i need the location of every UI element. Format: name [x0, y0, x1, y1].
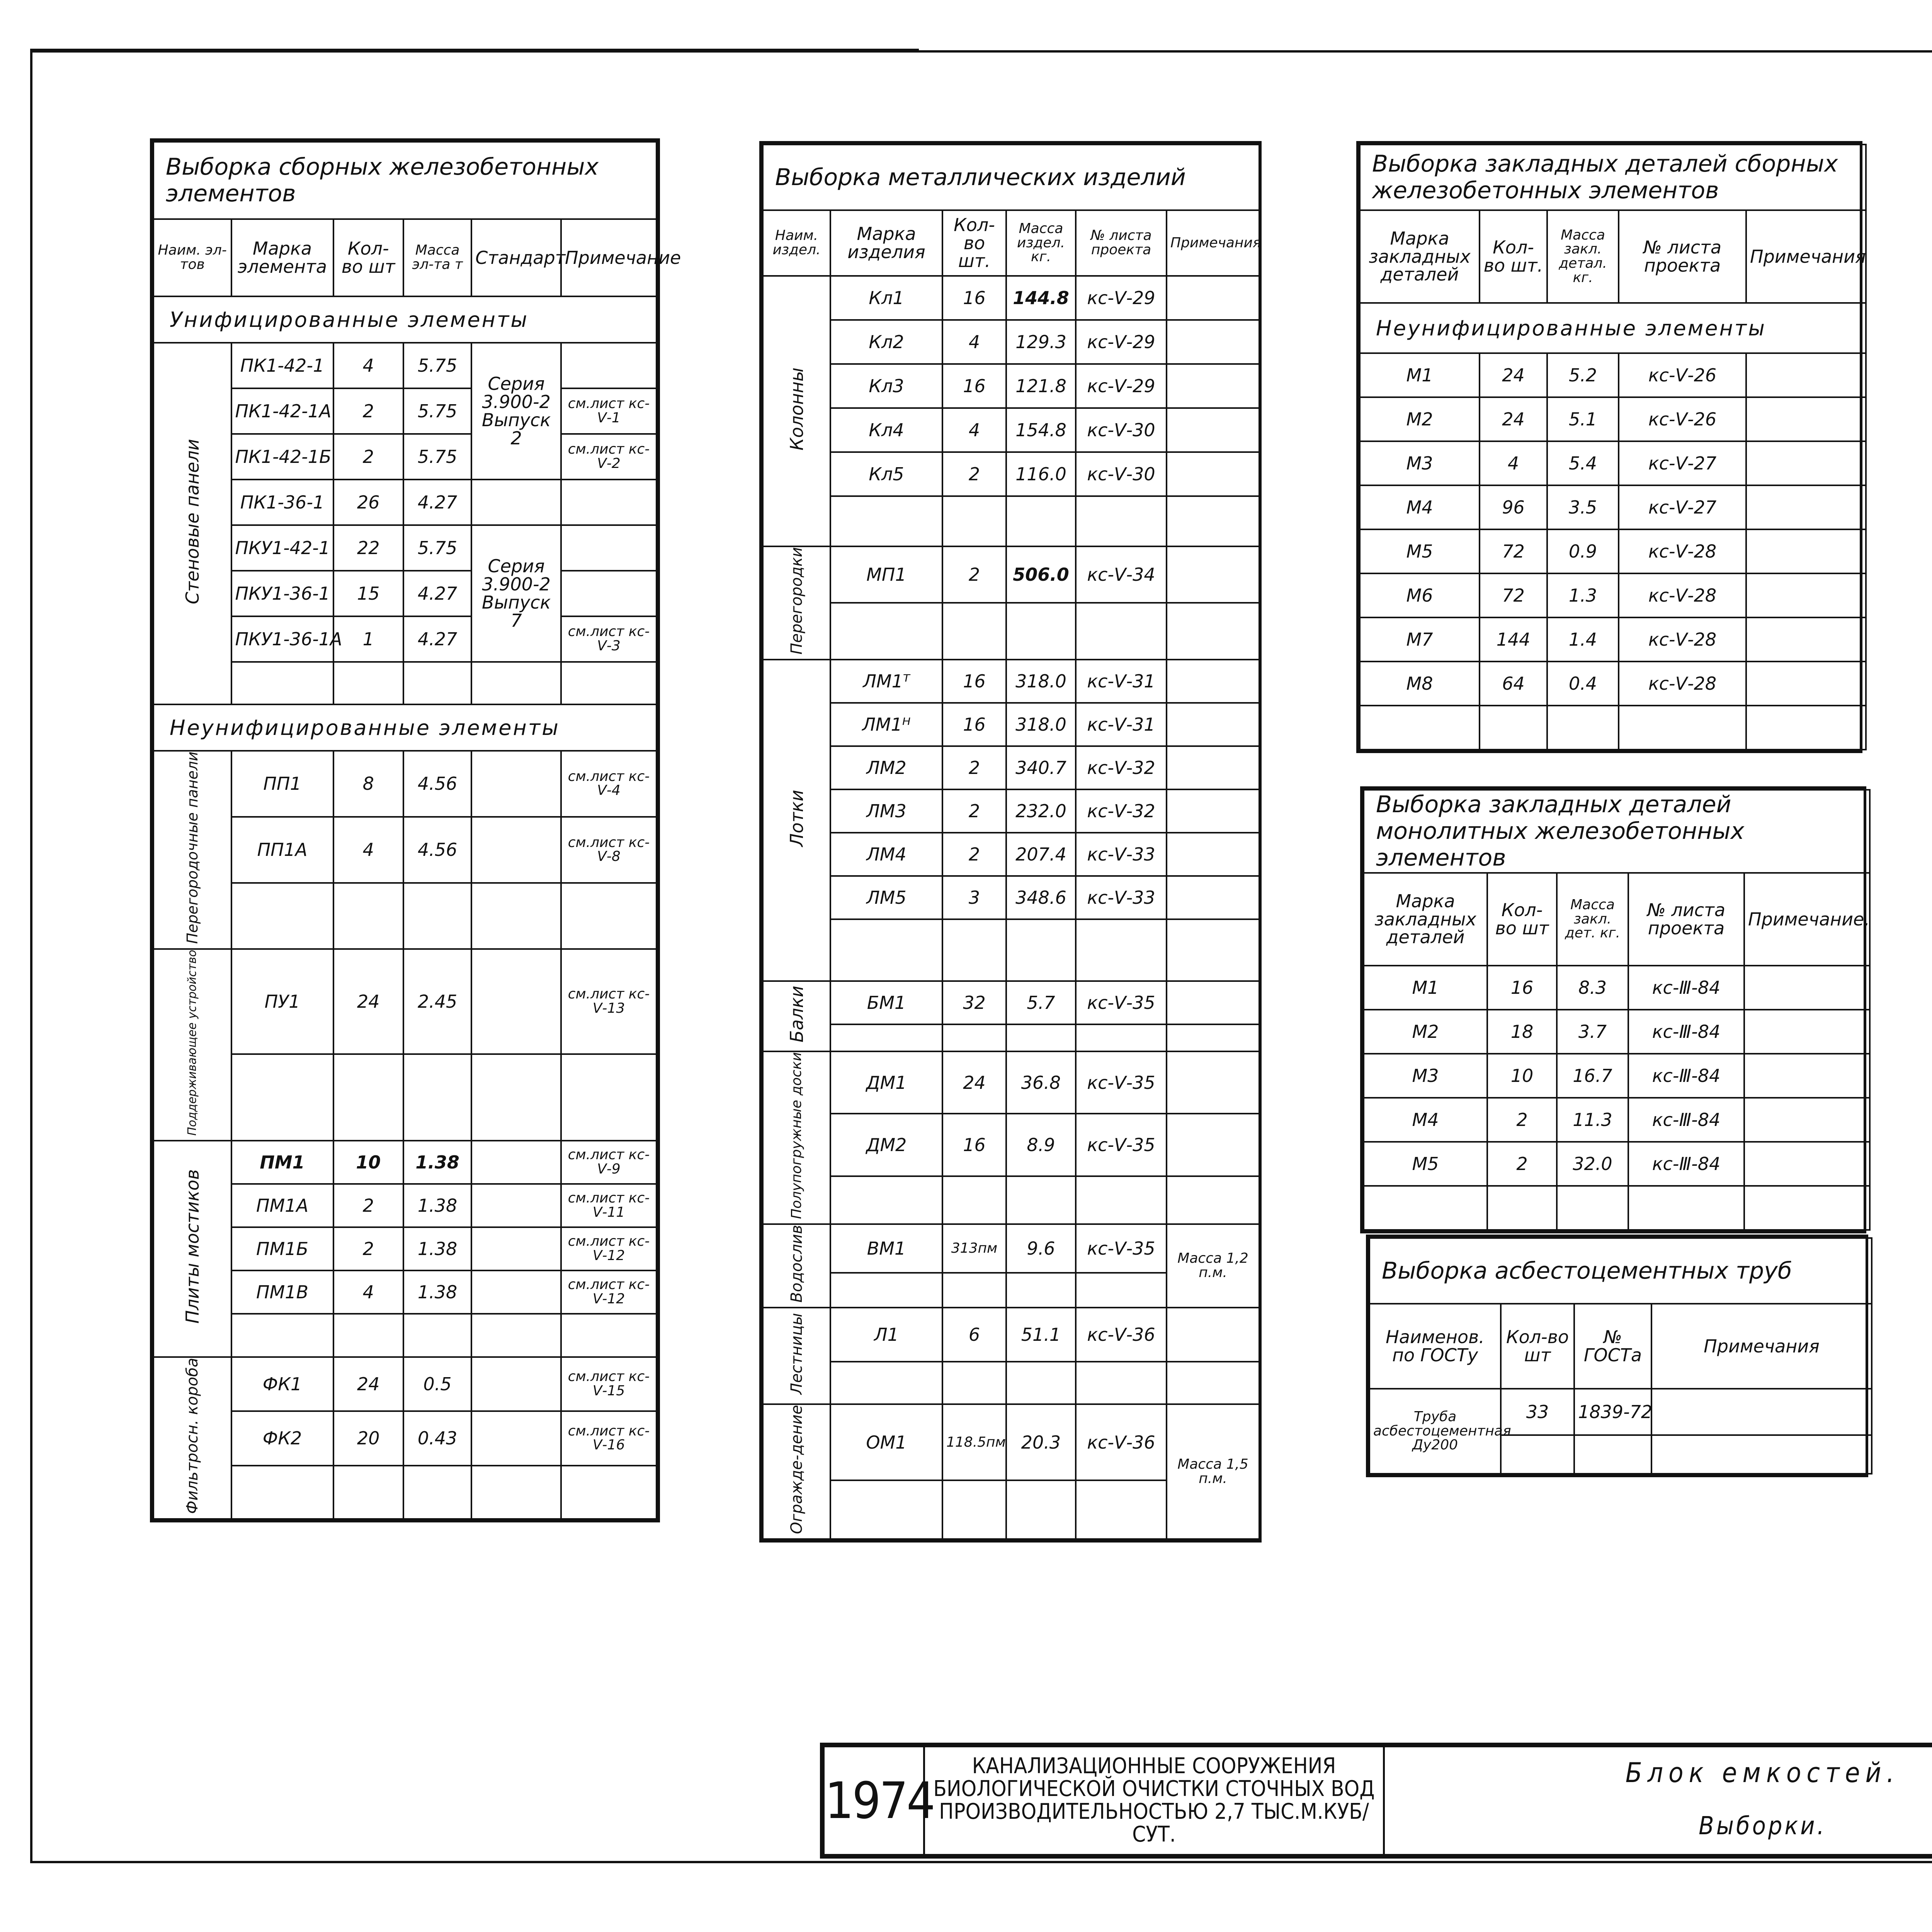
title-block — [820, 1743, 1932, 1859]
mark-cell: М5 — [1360, 529, 1480, 573]
qty-cell: 18 — [1487, 1010, 1557, 1054]
header-cell: Кол-во шт — [333, 219, 403, 296]
mass-cell: 5.1 — [1547, 397, 1619, 441]
sheet-cell: кс-Ⅴ-30 — [1076, 452, 1167, 496]
qty-cell: 8 — [333, 751, 403, 817]
mass-cell: 51.1 — [1006, 1308, 1076, 1362]
mass-cell: 1.3 — [1547, 573, 1619, 617]
qty-cell: 2 — [942, 789, 1006, 833]
qty-cell: 3 — [942, 876, 1006, 919]
mass-cell: 116.0 — [1006, 452, 1076, 496]
mark-cell: ПП1 — [231, 751, 333, 817]
note-cell: см.лист кс-Ⅴ-3 — [561, 616, 656, 662]
sheet-cell: кс-Ⅴ-26 — [1619, 353, 1746, 397]
mark-cell: БМ1 — [830, 981, 942, 1024]
mark-cell: ЛМ1ᵀ — [830, 660, 942, 703]
mass-cell: 4.56 — [403, 817, 471, 883]
mass-cell: 5.75 — [403, 343, 471, 388]
note-cell: см.лист кс-Ⅴ-9 — [561, 1141, 656, 1184]
mark-cell: ФК1 — [231, 1357, 333, 1411]
group-label: Водослив — [763, 1224, 830, 1308]
section-header: Неунифицированные элементы — [153, 704, 656, 751]
mark-cell: ПМ1А — [231, 1184, 333, 1227]
header-cell: Примечания — [1651, 1304, 1872, 1389]
header-cell: Кол-во шт — [1487, 873, 1557, 966]
mark-cell: Кл2 — [830, 320, 942, 364]
mass-cell: 5.75 — [403, 525, 471, 571]
mark-cell: ПУ1 — [231, 949, 333, 1054]
header-cell: Масса закл. дет. кг. — [1557, 873, 1628, 966]
sheet-cell: кс-Ⅲ-84 — [1628, 1010, 1744, 1054]
mark-cell: М8 — [1360, 662, 1480, 706]
header-cell: Марка закладных деталей — [1364, 873, 1487, 966]
mass-cell: 0.4 — [1547, 662, 1619, 706]
sheet-cell: кс-Ⅴ-29 — [1076, 364, 1167, 408]
stamp-title-sub: Выборки. — [1384, 1799, 1932, 1855]
mark-cell: М5 — [1364, 1142, 1487, 1186]
mark-cell: ПК1-42-1Б — [231, 434, 333, 480]
mark-cell: ОМ1 — [830, 1404, 942, 1480]
mass-cell: 318.0 — [1006, 660, 1076, 703]
mass-cell: 340.7 — [1006, 746, 1076, 789]
mass-cell: 32.0 — [1557, 1142, 1628, 1186]
header-cell: № листа проекта — [1076, 210, 1167, 276]
mass-cell: 0.9 — [1547, 529, 1619, 573]
sheet-cell: кс-Ⅴ-35 — [1076, 981, 1167, 1024]
table-metal-products — [759, 141, 1262, 1543]
table-title: Выборка сборных железобетонных элементов — [153, 142, 656, 219]
sheet-cell: кс-Ⅴ-26 — [1619, 397, 1746, 441]
qty-cell: 16 — [942, 703, 1006, 746]
mark-cell: ПКУ1-42-1 — [231, 525, 333, 571]
note-cell: см.лист кс-Ⅴ-11 — [561, 1184, 656, 1227]
qty-cell: 24 — [1480, 353, 1547, 397]
sheet-cell: кс-Ⅴ-30 — [1076, 408, 1167, 452]
mass-cell: 5.75 — [403, 434, 471, 480]
table-asbestos-pipes — [1366, 1235, 1868, 1477]
mark-cell: Кл4 — [830, 408, 942, 452]
mark-cell: ЛМ4 — [830, 833, 942, 876]
mass-cell: 144.8 — [1006, 276, 1076, 320]
note-cell — [561, 343, 656, 388]
qty-cell: 32 — [942, 981, 1006, 1024]
note-cell: см.лист кс-Ⅴ-8 — [561, 817, 656, 883]
mark-cell: ДМ2 — [830, 1114, 942, 1176]
mark-cell: М3 — [1364, 1054, 1487, 1098]
group-label: Перегородки — [763, 546, 830, 660]
sheet-cell: кс-Ⅴ-35 — [1076, 1051, 1167, 1114]
qty-cell: 2 — [333, 1184, 403, 1227]
table-embedded-precast — [1356, 141, 1866, 753]
qty-cell: 16 — [1487, 966, 1557, 1010]
group-label: Балки — [763, 981, 830, 1051]
mass-cell: 4.27 — [403, 571, 471, 616]
mass-cell: 0.43 — [403, 1411, 471, 1465]
group-label: Лотки — [763, 660, 830, 981]
qty-cell: 2 — [942, 746, 1006, 789]
mark-cell: ДМ1 — [830, 1051, 942, 1114]
group-label: Плиты мостиков — [153, 1141, 231, 1357]
sheet-cell: кс-Ⅴ-33 — [1076, 876, 1167, 919]
group-label: Фильтросн. короба — [153, 1357, 231, 1519]
mark-cell: ФК2 — [231, 1411, 333, 1465]
section-header: Неунифицированные элементы — [1360, 303, 1866, 353]
group-label: Огражде-дение — [763, 1404, 830, 1539]
qty-cell: 24 — [333, 949, 403, 1054]
mark-cell: МП1 — [830, 546, 942, 603]
qty-cell: 2 — [1487, 1098, 1557, 1142]
qty-cell: 4 — [1480, 441, 1547, 485]
qty-cell: 1 — [333, 616, 403, 662]
sheet-cell: кс-Ⅲ-84 — [1628, 1142, 1744, 1186]
qty-cell: 4 — [333, 817, 403, 883]
mark-cell: ПКУ1-36-1А — [231, 616, 333, 662]
sheet-cell: кс-Ⅴ-36 — [1076, 1404, 1167, 1480]
qty-cell: 2 — [333, 434, 403, 480]
sheet-cell: кс-Ⅴ-28 — [1619, 529, 1746, 573]
note-cell: см.лист кс-Ⅴ-2 — [561, 434, 656, 480]
standard-cell: Серия 3.900-2 Выпуск 7 — [471, 525, 561, 662]
mark-cell: Кл1 — [830, 276, 942, 320]
mass-cell: 1.38 — [403, 1227, 471, 1270]
sheet-cell: кс-Ⅴ-31 — [1076, 660, 1167, 703]
mark-cell: ПМ1В — [231, 1270, 333, 1314]
mass-cell: 8.3 — [1557, 966, 1628, 1010]
header-cell: Примечания — [1167, 210, 1259, 276]
mark-cell: ПМ1Б — [231, 1227, 333, 1270]
header-cell: Масса издел. кг. — [1006, 210, 1076, 276]
table-title: Выборка асбестоцементных труб — [1369, 1238, 1872, 1304]
qty-cell: 2 — [942, 546, 1006, 603]
sheet-cell: кс-Ⅴ-29 — [1076, 276, 1167, 320]
mass-cell: 1.38 — [403, 1141, 471, 1184]
header-cell: Кол-во шт — [1501, 1304, 1574, 1389]
sheet-cell: кс-Ⅴ-28 — [1619, 662, 1746, 706]
standard-cell: Серия 3.900-2 Выпуск 2 — [471, 343, 561, 480]
mass-cell: 318.0 — [1006, 703, 1076, 746]
mark-cell: М4 — [1364, 1098, 1487, 1142]
mass-cell: 207.4 — [1006, 833, 1076, 876]
mark-cell: Кл5 — [830, 452, 942, 496]
qty-cell: 24 — [942, 1051, 1006, 1114]
sheet-cell: кс-Ⅴ-35 — [1076, 1114, 1167, 1176]
note-cell: см.лист кс-Ⅴ-1 — [561, 388, 656, 434]
sheet-cell: кс-Ⅴ-31 — [1076, 703, 1167, 746]
header-cell: Кол-во шт. — [1480, 210, 1547, 303]
header-cell: Масса закл. детал. кг. — [1547, 210, 1619, 303]
mark-cell: М2 — [1360, 397, 1480, 441]
mass-cell: 4.27 — [403, 616, 471, 662]
sheet-cell: кс-Ⅴ-27 — [1619, 441, 1746, 485]
note-cell: см.лист кс-Ⅴ-15 — [561, 1357, 656, 1411]
mark-cell: М1 — [1360, 353, 1480, 397]
note-cell: см.лист кс-Ⅴ-13 — [561, 949, 656, 1054]
note-cell: см.лист кс-Ⅴ-16 — [561, 1411, 656, 1465]
note-cell: см.лист кс-Ⅴ-4 — [561, 751, 656, 817]
qty-cell: 64 — [1480, 662, 1547, 706]
sheet-cell: кс-Ⅴ-34 — [1076, 546, 1167, 603]
mark-cell: ЛМ1ᴴ — [830, 703, 942, 746]
qty-cell: 4 — [333, 343, 403, 388]
qty-cell: 2 — [942, 833, 1006, 876]
note-cell: Масса 1,2 п.м. — [1167, 1224, 1259, 1308]
sheet-cell: кс-Ⅴ-28 — [1619, 573, 1746, 617]
header-cell: Наим. эл-тов — [153, 219, 231, 296]
qty-cell: 4 — [333, 1270, 403, 1314]
qty-cell: 16 — [942, 660, 1006, 703]
note-cell — [561, 525, 656, 571]
qty-cell: 2 — [942, 452, 1006, 496]
qty-cell: 72 — [1480, 573, 1547, 617]
qty-cell: 4 — [942, 320, 1006, 364]
mark-cell: М6 — [1360, 573, 1480, 617]
mass-cell: 506.0 — [1006, 546, 1076, 603]
qty-cell: 22 — [333, 525, 403, 571]
mark-cell: ПК1-42-1 — [231, 343, 333, 388]
group-label: Лестницы — [763, 1308, 830, 1404]
header-cell: № листа проекта — [1619, 210, 1746, 303]
qty-cell: 2 — [1487, 1142, 1557, 1186]
mark-cell: ЛМ5 — [830, 876, 942, 919]
qty-cell: 2 — [333, 388, 403, 434]
qty-cell: 4 — [942, 408, 1006, 452]
qty-cell: 16 — [942, 364, 1006, 408]
mass-cell: 36.8 — [1006, 1051, 1076, 1114]
mass-cell: 1.38 — [403, 1270, 471, 1314]
mass-cell: 5.7 — [1006, 981, 1076, 1024]
mass-cell: 129.3 — [1006, 320, 1076, 364]
mark-cell: ВМ1 — [830, 1224, 942, 1273]
table-embedded-monolithic — [1360, 786, 1870, 1233]
mark-cell: ЛМ3 — [830, 789, 942, 833]
qty-cell: 313пм — [942, 1224, 1006, 1273]
qty-cell: 96 — [1480, 485, 1547, 529]
header-cell: Примечание — [561, 219, 656, 296]
mark-cell: ЛМ2 — [830, 746, 942, 789]
mass-cell: 232.0 — [1006, 789, 1076, 833]
sheet-cell: кс-Ⅴ-32 — [1076, 746, 1167, 789]
group-label: Поддерживающее устройство — [153, 949, 231, 1141]
header-cell: Кол-во шт. — [942, 210, 1006, 276]
group-label: Перегородочные панели — [153, 751, 231, 949]
mass-cell: 1.4 — [1547, 617, 1619, 662]
sheet-cell: кс-Ⅲ-84 — [1628, 1054, 1744, 1098]
stamp-organization: КАНАЛИЗАЦИОННЫЕ СООРУЖЕНИЯ БИОЛОГИЧЕСКОЙ ОЧИСТКИ СТОЧНЫХ ВОД ПРОИЗВОДИТЕЛЬНОСТЬЮ 2,7 ТЫС.М.КУБ/СУТ. — [924, 1747, 1384, 1855]
sheet-cell: кс-Ⅲ-84 — [1628, 966, 1744, 1010]
mass-cell: 1.38 — [403, 1184, 471, 1227]
header-cell: № листа проекта — [1628, 873, 1744, 966]
qty-cell: 2 — [333, 1227, 403, 1270]
qty-cell: 72 — [1480, 529, 1547, 573]
qty-cell: 24 — [1480, 397, 1547, 441]
sheet-cell: кс-Ⅴ-29 — [1076, 320, 1167, 364]
qty-cell: 16 — [942, 1114, 1006, 1176]
qty-cell: 20 — [333, 1411, 403, 1465]
mark-cell: М4 — [1360, 485, 1480, 529]
header-cell: Наим. издел. — [763, 210, 830, 276]
table-title: Выборка закладных деталей сборных железобетонных элементов — [1360, 145, 1866, 210]
mass-cell: 8.9 — [1006, 1114, 1076, 1176]
mark-cell: М1 — [1364, 966, 1487, 1010]
name-cell: Труба асбестоцементная Ду200 — [1369, 1389, 1501, 1474]
header-cell: Масса эл-та т — [403, 219, 471, 296]
sheet-cell: кс-Ⅴ-28 — [1619, 617, 1746, 662]
mass-cell: 5.2 — [1547, 353, 1619, 397]
table-title: Выборка закладных деталей монолитных железобетонных элементов — [1364, 790, 1870, 873]
table-precast-elements — [150, 138, 681, 1522]
sheet-cell: кс-Ⅴ-36 — [1076, 1308, 1167, 1362]
mass-cell: 11.3 — [1557, 1098, 1628, 1142]
header-cell: Марка изделия — [830, 210, 942, 276]
mass-cell: 16.7 — [1557, 1054, 1628, 1098]
qty-cell: 26 — [333, 480, 403, 525]
qty-cell: 10 — [1487, 1054, 1557, 1098]
qty-cell: 118.5пм — [942, 1404, 1006, 1480]
stamp-title-main: Блок емкостей. — [1384, 1747, 1932, 1799]
table-title: Выборка металлических изделий — [763, 145, 1259, 210]
standard-cell — [471, 480, 561, 525]
mass-cell: 4.27 — [403, 480, 471, 525]
mass-cell: 3.5 — [1547, 485, 1619, 529]
note-cell — [561, 571, 656, 616]
qty-cell: 16 — [942, 276, 1006, 320]
stamp-year: 1974 — [824, 1747, 924, 1855]
header-cell: Примечание. — [1744, 873, 1870, 966]
header-cell: Стандарт — [471, 219, 561, 296]
note-cell: Масса 1,5 п.м. — [1167, 1404, 1259, 1539]
sheet-cell: кс-Ⅴ-27 — [1619, 485, 1746, 529]
mark-cell: ПК1-42-1А — [231, 388, 333, 434]
qty-cell: 144 — [1480, 617, 1547, 662]
qty-cell: 33 — [1501, 1389, 1574, 1435]
note-cell — [561, 480, 656, 525]
mark-cell: ПП1А — [231, 817, 333, 883]
mass-cell: 5.75 — [403, 388, 471, 434]
sheet-cell: кс-Ⅴ-33 — [1076, 833, 1167, 876]
qty-cell: 15 — [333, 571, 403, 616]
header-cell: Наименов. по ГОСТу — [1369, 1304, 1501, 1389]
mass-cell: 5.4 — [1547, 441, 1619, 485]
mark-cell: ПМ1 — [231, 1141, 333, 1184]
sheet-cell: кс-Ⅴ-32 — [1076, 789, 1167, 833]
header-cell: Марка элемента — [231, 219, 333, 296]
note-cell: см.лист кс-Ⅴ-12 — [561, 1270, 656, 1314]
qty-cell: 10 — [333, 1141, 403, 1184]
mark-cell: Л1 — [830, 1308, 942, 1362]
mass-cell: 20.3 — [1006, 1404, 1076, 1480]
mass-cell: 0.5 — [403, 1357, 471, 1411]
mark-cell: М7 — [1360, 617, 1480, 662]
sheet-cell: кс-Ⅲ-84 — [1628, 1098, 1744, 1142]
mass-cell: 348.6 — [1006, 876, 1076, 919]
mark-cell: Кл3 — [830, 364, 942, 408]
mark-cell: ПК1-36-1 — [231, 480, 333, 525]
qty-cell: 24 — [333, 1357, 403, 1411]
header-cell: Марка закладных деталей — [1360, 210, 1480, 303]
sheet-cell: кс-Ⅴ-35 — [1076, 1224, 1167, 1273]
qty-cell: 6 — [942, 1308, 1006, 1362]
mark-cell: М2 — [1364, 1010, 1487, 1054]
header-cell: Примечания — [1746, 210, 1866, 303]
mass-cell: 2.45 — [403, 949, 471, 1054]
gost-cell: 1839-72 — [1574, 1389, 1651, 1435]
group-label: Полупогружные доски — [763, 1051, 830, 1224]
mass-cell: 9.6 — [1006, 1224, 1076, 1273]
header-cell: № ГОСТа — [1574, 1304, 1651, 1389]
mass-cell: 3.7 — [1557, 1010, 1628, 1054]
group-label: Колонны — [763, 276, 830, 546]
note-cell: см.лист кс-Ⅴ-12 — [561, 1227, 656, 1270]
section-header: Унифицированные элементы — [153, 296, 656, 343]
mark-cell: ПКУ1-36-1 — [231, 571, 333, 616]
mass-cell: 4.56 — [403, 751, 471, 817]
mass-cell: 121.8 — [1006, 364, 1076, 408]
mass-cell: 154.8 — [1006, 408, 1076, 452]
group-label: Стеновые панели — [153, 343, 231, 704]
mark-cell: М3 — [1360, 441, 1480, 485]
